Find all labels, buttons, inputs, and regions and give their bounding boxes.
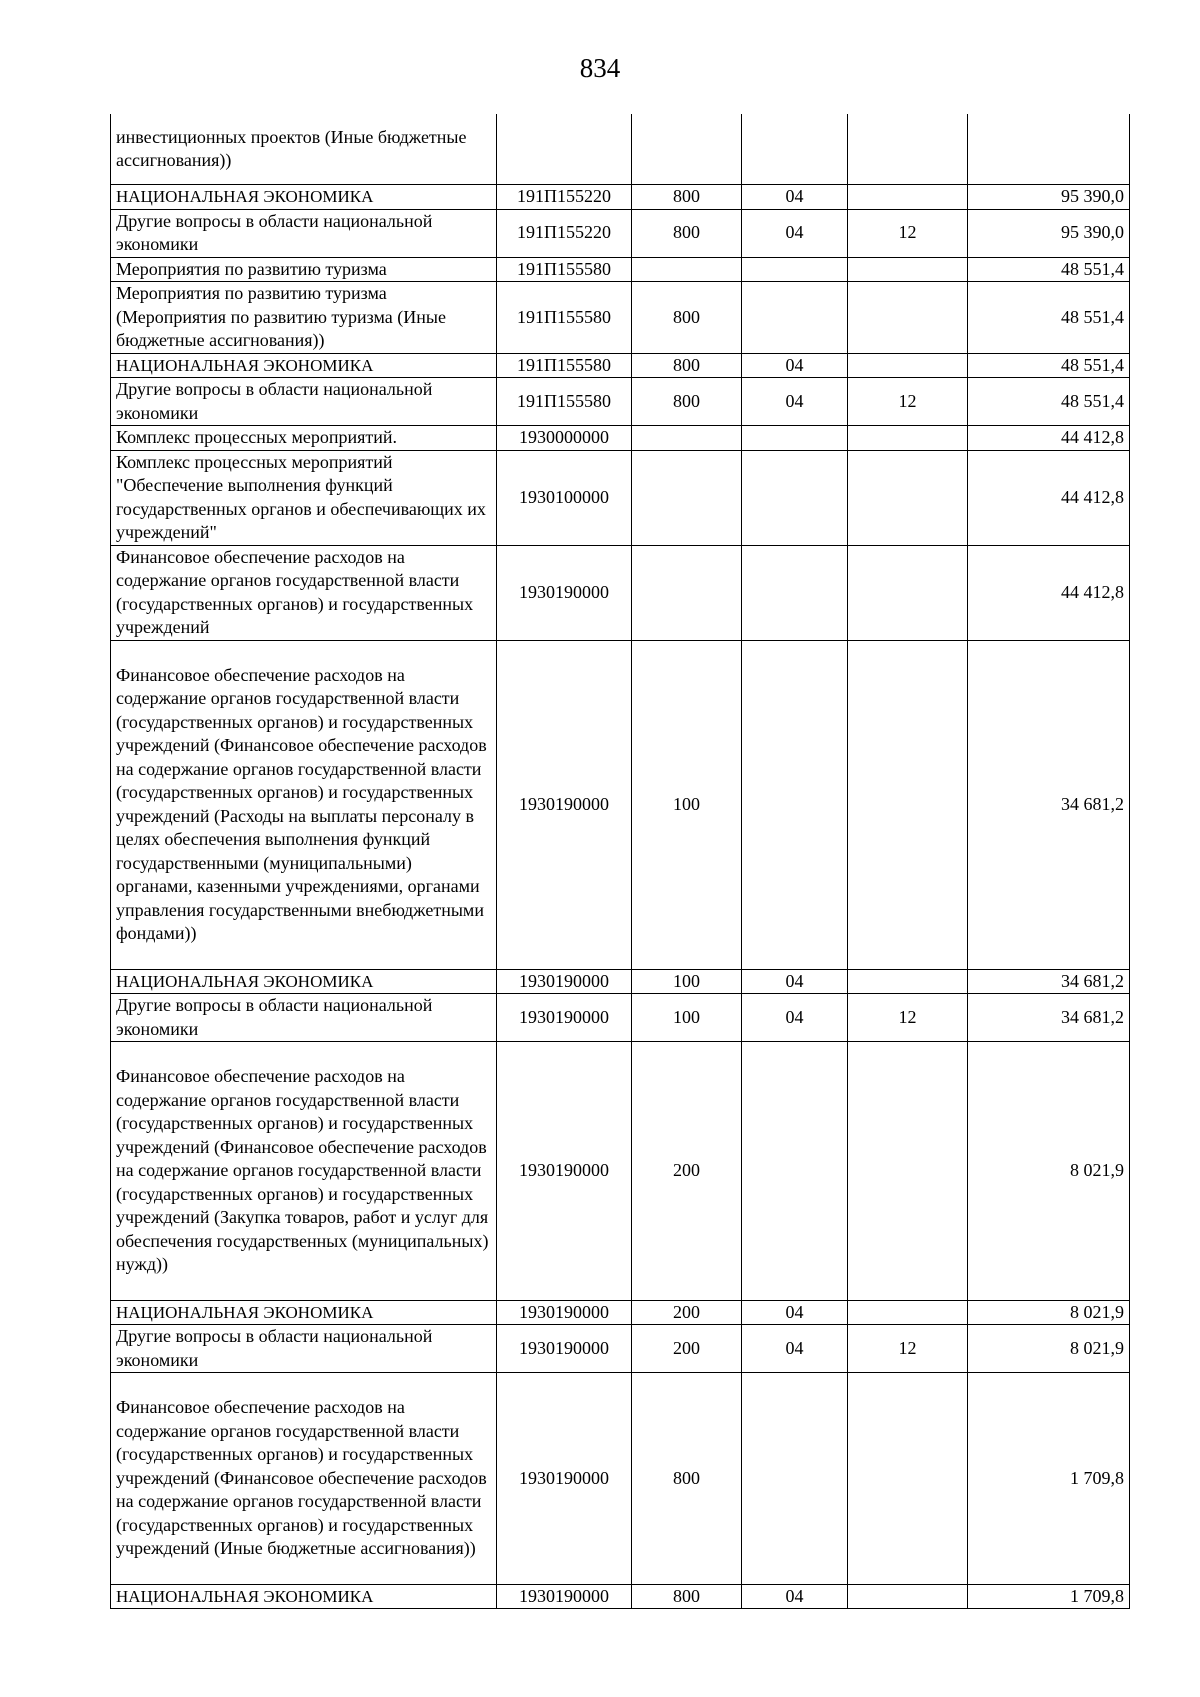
- cell-amount: 1 709,8: [968, 1373, 1130, 1585]
- table-row: [111, 1325, 1130, 1373]
- cell-subsection: [848, 640, 968, 969]
- cell-amount: 44 412,8: [968, 545, 1130, 640]
- table-row: [111, 969, 1130, 994]
- cell-expense-type: 100: [632, 969, 742, 994]
- cell-amount: 8 021,9: [968, 1042, 1130, 1301]
- cell-section: 04: [742, 209, 848, 257]
- table-row: [111, 209, 1130, 257]
- cell-amount: 95 390,0: [968, 209, 1130, 257]
- cell-name: НАЦИОНАЛЬНАЯ ЭКОНОМИКА: [111, 353, 497, 378]
- page-number: 834: [579, 53, 621, 83]
- table-row: [111, 257, 1130, 282]
- cell-expense-type: 800: [632, 1373, 742, 1585]
- cell-subsection: [848, 545, 968, 640]
- cell-name: Финансовое обеспечение расходов на содержание органов государственной власти (государственных органов) и государственных учреждений: [111, 545, 497, 640]
- table-row: [111, 1300, 1130, 1325]
- cell-section: [742, 257, 848, 282]
- cell-subsection: [848, 353, 968, 378]
- cell-expense-type: 200: [632, 1300, 742, 1325]
- cell-target-code: 191П155580: [497, 353, 632, 378]
- cell-expense-type: 800: [632, 378, 742, 426]
- cell-name: Комплекс процессных мероприятий "Обеспечение выполнения функций государственных органов и обеспечивающих их учреждений": [111, 450, 497, 545]
- cell-expense-type: [632, 450, 742, 545]
- cell-subsection: [848, 426, 968, 451]
- cell-subsection: [848, 1300, 968, 1325]
- cell-expense-type: 800: [632, 209, 742, 257]
- cell-expense-type: 200: [632, 1325, 742, 1373]
- table-row: [111, 426, 1130, 451]
- cell-name: инвестиционных проектов (Иные бюджетные ассигнования)): [111, 114, 497, 185]
- cell-section: [742, 426, 848, 451]
- cell-expense-type: 200: [632, 1042, 742, 1301]
- cell-name: Финансовое обеспечение расходов на содержание органов государственной власти (государственных органов) и государственных учреждений (Финансовое обеспечение расходов на содержание органов государственной власти (государственных органов) и государственных учреждений (Иные бюджетные ассигнования)): [111, 1373, 497, 1585]
- cell-amount: 48 551,4: [968, 257, 1130, 282]
- cell-subsection: [848, 969, 968, 994]
- cell-target-code: 191П155220: [497, 185, 632, 210]
- cell-section: [742, 1042, 848, 1301]
- cell-amount: 34 681,2: [968, 994, 1130, 1042]
- cell-amount: 34 681,2: [968, 969, 1130, 994]
- cell-section: [742, 1373, 848, 1585]
- cell-target-code: 1930190000: [497, 994, 632, 1042]
- cell-subsection: 12: [848, 378, 968, 426]
- cell-subsection: [848, 1584, 968, 1609]
- cell-expense-type: 800: [632, 282, 742, 354]
- cell-name: Комплекс процессных мероприятий.: [111, 426, 497, 451]
- table-row: [111, 1042, 1130, 1301]
- cell-section: 04: [742, 1584, 848, 1609]
- cell-subsection: 12: [848, 1325, 968, 1373]
- cell-name: Другие вопросы в области национальной экономики: [111, 994, 497, 1042]
- cell-amount: 95 390,0: [968, 185, 1130, 210]
- cell-target-code: 1930190000: [497, 1042, 632, 1301]
- cell-name: Другие вопросы в области национальной экономики: [111, 378, 497, 426]
- cell-target-code: 1930190000: [497, 1300, 632, 1325]
- cell-expense-type: [632, 114, 742, 185]
- table-row: [111, 114, 1130, 185]
- cell-subsection: 12: [848, 209, 968, 257]
- cell-expense-type: [632, 426, 742, 451]
- table-row: [111, 994, 1130, 1042]
- cell-name: Другие вопросы в области национальной экономики: [111, 209, 497, 257]
- cell-amount: 48 551,4: [968, 353, 1130, 378]
- cell-target-code: 1930190000: [497, 640, 632, 969]
- cell-name: Другие вопросы в области национальной экономики: [111, 1325, 497, 1373]
- cell-target-code: 191П155580: [497, 282, 632, 354]
- cell-section: [742, 450, 848, 545]
- cell-target-code: 1930190000: [497, 545, 632, 640]
- table-row: [111, 1373, 1130, 1585]
- cell-section: 04: [742, 185, 848, 210]
- cell-name: НАЦИОНАЛЬНАЯ ЭКОНОМИКА: [111, 185, 497, 210]
- cell-expense-type: [632, 545, 742, 640]
- cell-target-code: 1930190000: [497, 1584, 632, 1609]
- cell-amount: [968, 114, 1130, 185]
- cell-section: [742, 640, 848, 969]
- cell-expense-type: 100: [632, 640, 742, 969]
- cell-target-code: 191П155220: [497, 209, 632, 257]
- cell-section: [742, 114, 848, 185]
- cell-target-code: 1930190000: [497, 1373, 632, 1585]
- cell-section: 04: [742, 378, 848, 426]
- cell-name: Мероприятия по развитию туризма: [111, 257, 497, 282]
- cell-section: 04: [742, 969, 848, 994]
- table-row: [111, 450, 1130, 545]
- cell-section: 04: [742, 353, 848, 378]
- cell-expense-type: [632, 257, 742, 282]
- cell-amount: 48 551,4: [968, 282, 1130, 354]
- cell-amount: 44 412,8: [968, 426, 1130, 451]
- cell-subsection: [848, 450, 968, 545]
- table-row: [111, 353, 1130, 378]
- cell-amount: 1 709,8: [968, 1584, 1130, 1609]
- table-row: [111, 185, 1130, 210]
- cell-subsection: [848, 1373, 968, 1585]
- cell-expense-type: 800: [632, 185, 742, 210]
- cell-section: [742, 282, 848, 354]
- cell-expense-type: 100: [632, 994, 742, 1042]
- cell-name: Финансовое обеспечение расходов на содержание органов государственной власти (государственных органов) и государственных учреждений (Финансовое обеспечение расходов на содержание органов государственной власти (государственных органов) и государственных учреждений (Расходы на выплаты персоналу в целях обеспечения выполнения функций государственными (муниципальными) органами, казенными учреждениями, органами управления государственными внебюджетными фондами)): [111, 640, 497, 969]
- cell-name: Мероприятия по развитию туризма (Мероприятия по развитию туризма (Иные бюджетные ассигнования)): [111, 282, 497, 354]
- cell-amount: 44 412,8: [968, 450, 1130, 545]
- table-row: [111, 640, 1130, 969]
- cell-amount: 8 021,9: [968, 1300, 1130, 1325]
- cell-expense-type: 800: [632, 1584, 742, 1609]
- cell-name: Финансовое обеспечение расходов на содержание органов государственной власти (государственных органов) и государственных учреждений (Финансовое обеспечение расходов на содержание органов государственной власти (государственных органов) и государственных учреждений (Закупка товаров, работ и услуг для обеспечения государственных (муниципальных) нужд)): [111, 1042, 497, 1301]
- cell-target-code: 191П155580: [497, 257, 632, 282]
- cell-target-code: 1930190000: [497, 1325, 632, 1373]
- cell-name: НАЦИОНАЛЬНАЯ ЭКОНОМИКА: [111, 1584, 497, 1609]
- cell-subsection: [848, 185, 968, 210]
- cell-expense-type: 800: [632, 353, 742, 378]
- cell-subsection: [848, 257, 968, 282]
- cell-target-code: 1930190000: [497, 969, 632, 994]
- cell-amount: 48 551,4: [968, 378, 1130, 426]
- cell-section: 04: [742, 1325, 848, 1373]
- cell-amount: 8 021,9: [968, 1325, 1130, 1373]
- cell-subsection: [848, 282, 968, 354]
- table-row: [111, 282, 1130, 354]
- budget-table-body: [111, 114, 1130, 1609]
- cell-target-code: 1930000000: [497, 426, 632, 451]
- cell-subsection: 12: [848, 994, 968, 1042]
- cell-name: НАЦИОНАЛЬНАЯ ЭКОНОМИКА: [111, 969, 497, 994]
- cell-amount: 34 681,2: [968, 640, 1130, 969]
- cell-target-code: 1930100000: [497, 450, 632, 545]
- table-row: [111, 1584, 1130, 1609]
- cell-section: [742, 545, 848, 640]
- cell-subsection: [848, 1042, 968, 1301]
- cell-target-code: [497, 114, 632, 185]
- cell-name: НАЦИОНАЛЬНАЯ ЭКОНОМИКА: [111, 1300, 497, 1325]
- cell-subsection: [848, 114, 968, 185]
- table-row: [111, 378, 1130, 426]
- budget-table: [110, 114, 1130, 1609]
- table-row: [111, 545, 1130, 640]
- cell-target-code: 191П155580: [497, 378, 632, 426]
- cell-section: 04: [742, 1300, 848, 1325]
- cell-section: 04: [742, 994, 848, 1042]
